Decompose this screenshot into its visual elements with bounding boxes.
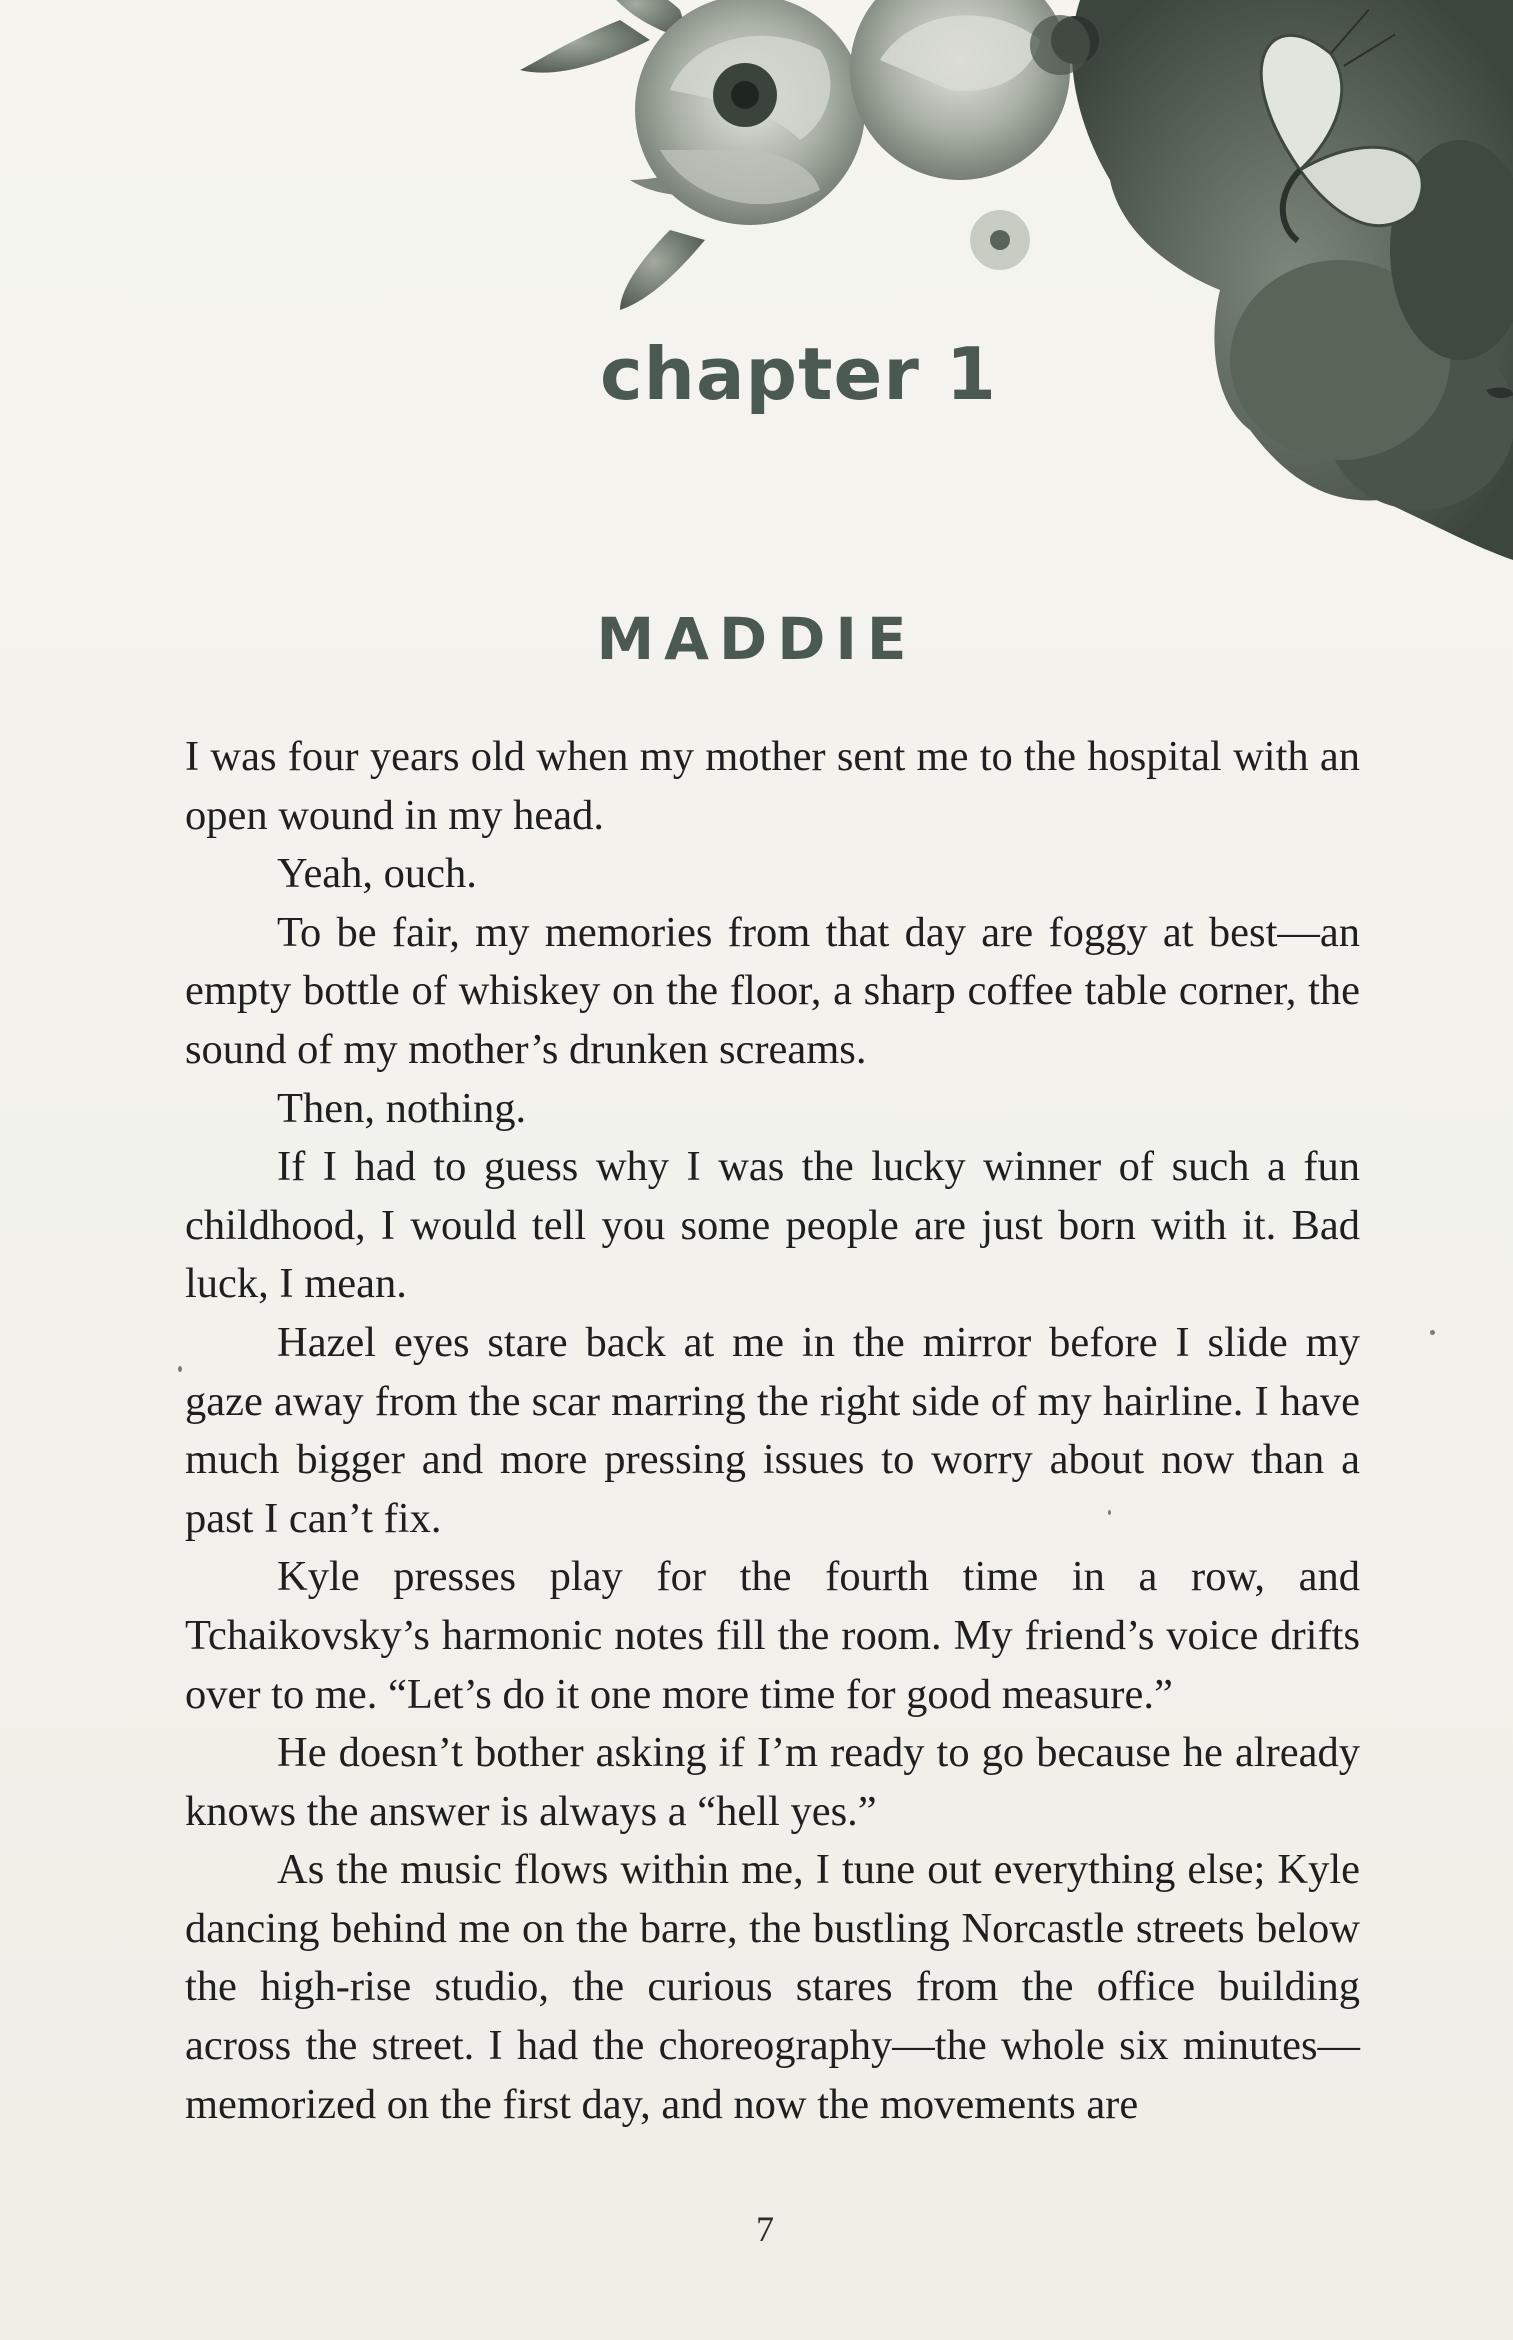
page-number: 7: [756, 2209, 774, 2249]
paragraph: He doesn’t bother asking if I’m ready to go because he already knows the answer is always a “hell yes.”: [185, 1729, 1360, 1835]
paragraph: Hazel eyes stare back at me in the mirror before I slide my gaze away from the scar marring the right side of my hairline. I have much bigger and more pressing issues to worry about now than a past I can’t fix.: [185, 1318, 1360, 1542]
paper-speck: [178, 1366, 182, 1372]
paragraph: If I had to guess why I was the lucky winner of such a fun childhood, I would tell you some people are just born with it. Bad luck, I mean.: [185, 1143, 1360, 1308]
paragraph: As the music flows within me, I tune out everything else; Kyle dancing behind me on the barre, the bustling Norcastle streets below the high-rise studio, the curious stares from the office building across the street. I had the choreography—the whole six minutes—memorized on the first day, and now the movements are: [185, 1846, 1360, 2128]
paragraph: Kyle presses play for the fourth time in a row, and Tchaikovsky’s harmonic notes fill the room. My friend’s voice drifts over to me. “Let’s do it one more time for good measure.”: [185, 1553, 1360, 1718]
paragraph: Then, nothing.: [277, 1084, 527, 1132]
chapter-narrator: MADDIE: [596, 605, 917, 673]
chapter-title: chapter 1: [600, 332, 997, 416]
paragraph: I was four years old when my mother sent me to the hospital with an open wound in my head.: [185, 733, 1360, 839]
paper-speck: [1108, 1510, 1111, 1515]
paragraph: To be fair, my memories from that day are foggy at best—an empty bottle of whiskey on the floor, a sharp coffee table corner, the sound of my mother’s drunken screams.: [185, 908, 1360, 1073]
paper-speck: [1430, 1330, 1435, 1335]
paragraph: Yeah, ouch.: [277, 850, 477, 898]
chapter-body: [185, 728, 1360, 2134]
floral-butterfly-illustration: [520, 0, 1513, 600]
